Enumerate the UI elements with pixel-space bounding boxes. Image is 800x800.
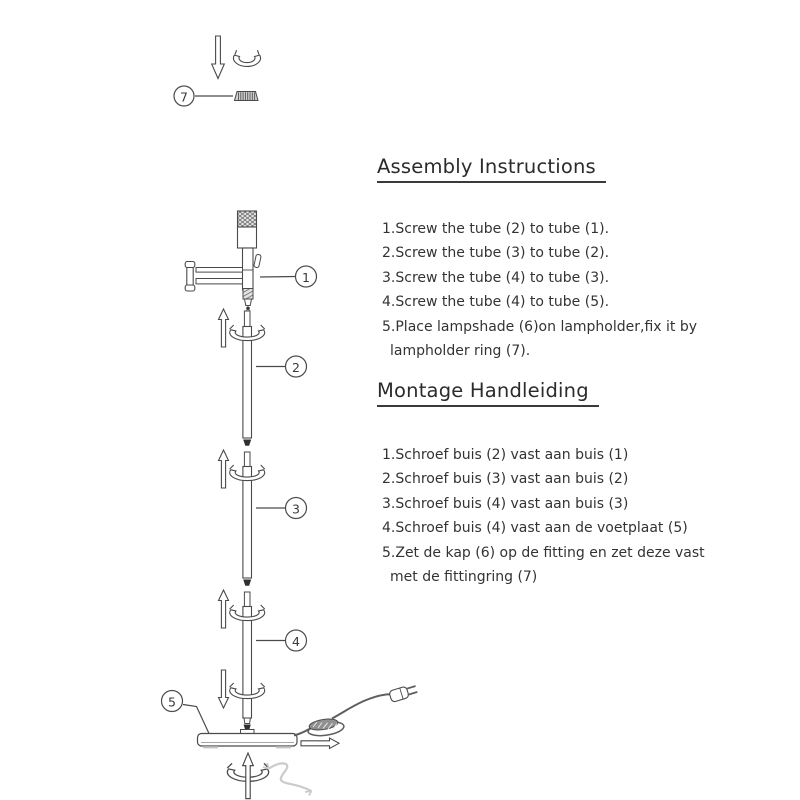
callout-number-3: 3	[292, 501, 300, 517]
callout-number-7: 7	[180, 89, 188, 105]
step-en-3: 3.Screw the tube (4) to tube (3).	[382, 269, 610, 286]
slide-right-arrow-icon	[301, 738, 339, 749]
lampholder-thread-cap	[238, 211, 257, 227]
step-nl-4: 4.Schroef buis (4) vast aan de voetplaat (5)	[382, 520, 688, 537]
step-nl-2: 2.Schroef buis (3) vast aan buis (2)	[382, 471, 629, 488]
lampholder-body	[238, 227, 257, 248]
insert-down-arrow-icon	[212, 36, 225, 79]
lamp-head-part1	[185, 211, 261, 322]
callout-5-leader	[183, 705, 209, 734]
callout-7	[174, 86, 233, 106]
tube4-thread-rod	[244, 592, 250, 607]
screw-down-arrow-icon	[219, 670, 229, 708]
screw-up-arrow-icon	[219, 309, 229, 347]
tube2	[243, 327, 252, 439]
tube2-thread-rod	[244, 311, 250, 327]
rotate-icon	[234, 50, 261, 66]
step-nl-5-cont: met de fittingring (7)	[390, 569, 538, 586]
cord-coil	[308, 717, 338, 731]
assembly-title-en	[377, 155, 606, 183]
switch	[254, 254, 262, 268]
power-cord	[294, 684, 417, 736]
cord-ghost-squiggle	[263, 763, 312, 796]
power-plug-icon	[389, 684, 418, 703]
insert-up-arrow-icon	[243, 753, 254, 799]
step-nl-3: 3.Schroef buis (4) vast aan buis (3)	[382, 495, 629, 512]
callout-1	[260, 266, 317, 287]
head-nipple	[245, 299, 252, 306]
screw-up-arrow-icon	[219, 590, 229, 628]
callout-4	[256, 630, 307, 651]
assembly-title-nl-text: Montage Handleiding	[377, 379, 599, 407]
swing-arm	[185, 262, 242, 292]
base-plate	[198, 734, 298, 747]
step-en-5-cont: lampholder ring (7).	[390, 343, 531, 360]
tube4-assembly	[219, 590, 265, 731]
callout-2	[256, 356, 307, 377]
lampholder-ring-part	[235, 92, 259, 101]
callout-3	[256, 498, 307, 519]
tube3-thread-rod	[244, 452, 250, 467]
callout-number-5: 5	[168, 694, 176, 710]
step-en-4: 4.Screw the tube (4) to tube (5).	[382, 294, 610, 311]
step-en-5: 5.Place lampshade (6)on lampholder,fix it by	[382, 318, 698, 335]
callout-number-4: 4	[292, 634, 300, 649]
tube2-assembly	[219, 309, 265, 446]
assembly-steps-en	[382, 217, 697, 363]
top-insert-group	[212, 36, 261, 79]
callout-number-1: 1	[302, 270, 310, 285]
tube3	[243, 467, 252, 579]
screw-up-arrow-icon	[219, 450, 229, 488]
head-thread	[243, 289, 253, 300]
step-nl-5: 5.Zet de kap (6) op de fitting en zet deze vast	[382, 544, 705, 561]
assembly-title-en-text: Assembly Instructions	[377, 155, 606, 183]
tube3-assembly	[219, 450, 265, 586]
base-rotate-group	[227, 753, 311, 799]
tube2-stud	[243, 440, 251, 446]
tube4	[243, 607, 252, 719]
step-en-2: 2.Screw the tube (3) to tube (2).	[382, 245, 610, 262]
lamp-neck	[243, 248, 254, 290]
step-en-1: 1.Screw the tube (2) to tube (1).	[382, 221, 610, 237]
tube3-stud	[243, 580, 251, 586]
step-nl-1: 1.Schroef buis (2) vast aan buis (1)	[382, 447, 629, 463]
callout-number-2: 2	[292, 360, 300, 375]
assembly-title-nl	[377, 379, 599, 407]
assembly-steps-nl	[382, 443, 705, 589]
